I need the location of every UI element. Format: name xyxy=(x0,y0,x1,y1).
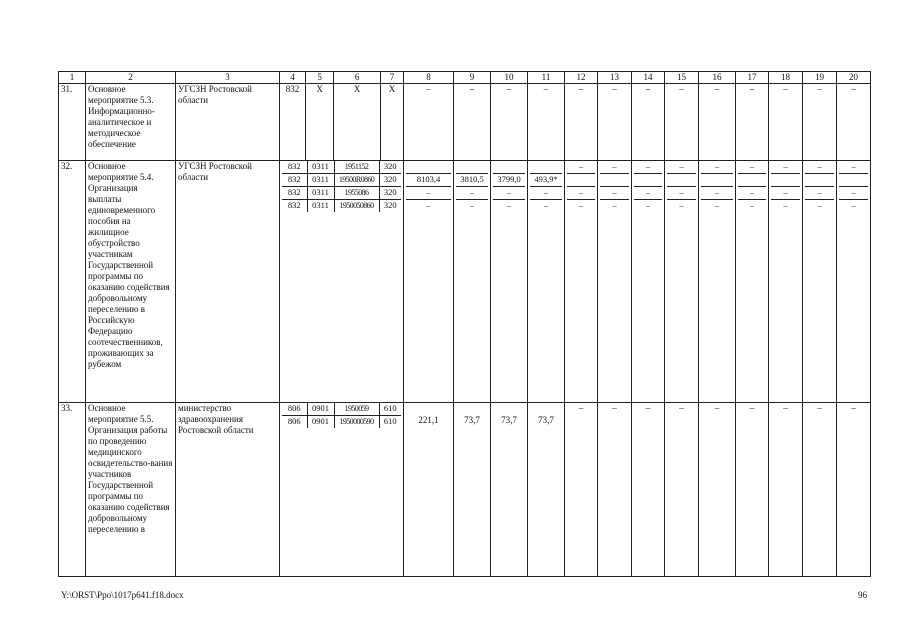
cell-dash: – xyxy=(738,161,766,174)
measure-name: Основное мероприятие 5.4. Организация выплаты единовременного пособия на жилищное обустройство участникам Государственной программы по оказанию содействия добровольному переселению в Российскую Федерацию соотечественников, проживающих за рубежом xyxy=(86,161,176,403)
col-header: 20 xyxy=(837,72,871,84)
col-header: 10 xyxy=(491,72,528,84)
cell-c9 xyxy=(454,403,491,577)
cell-dash: – xyxy=(567,161,595,174)
table-row xyxy=(59,403,871,577)
measure-name: Основное мероприятие 5.5. Организация работы по проведению медицинского освидетельство-вания участников Государственной программы по оказанию содействия добровольному переселению в xyxy=(86,403,176,577)
col-header: 3 xyxy=(176,72,280,84)
col15-cells xyxy=(665,161,699,403)
cell-dash: – xyxy=(598,403,632,577)
cell-dash: – xyxy=(749,200,755,210)
cell-dash: – xyxy=(404,84,454,161)
cell-dash: – xyxy=(701,161,733,174)
cell-dash: – xyxy=(769,84,803,161)
cell-dash: – xyxy=(817,200,822,210)
table-row xyxy=(59,161,871,403)
cell-c8 xyxy=(404,403,454,577)
row-number: 33. xyxy=(59,403,86,577)
cell-dash: – xyxy=(565,84,598,161)
code-c5: 0901 xyxy=(307,416,334,429)
cell-dash: – xyxy=(426,200,431,210)
cell-dash: – xyxy=(803,403,837,577)
code-c7: 610 xyxy=(379,403,401,416)
code-c4: 832 xyxy=(282,161,307,174)
cell-dash: – xyxy=(679,200,684,210)
table-row xyxy=(59,84,871,161)
col-header: 8 xyxy=(404,72,454,84)
cell-c4: 832 xyxy=(280,84,306,161)
value-c9: 73,7 xyxy=(464,415,480,425)
cell-dash: – xyxy=(805,187,834,200)
row-number: 31. xyxy=(59,84,86,161)
cell-dash: – xyxy=(567,187,595,200)
cell-dash: – xyxy=(634,161,662,174)
cell-dash: – xyxy=(565,403,598,577)
cell-dash: – xyxy=(600,161,629,174)
program-table xyxy=(58,71,871,577)
col-header: 7 xyxy=(381,72,404,84)
cell-dash: – xyxy=(665,84,699,161)
cell-dash: – xyxy=(701,187,733,200)
cell-dash: – xyxy=(454,84,491,161)
code-c6: 1950050860 xyxy=(334,200,379,213)
value-c11: 73,7 xyxy=(538,415,554,425)
row-number: 32. xyxy=(59,161,86,403)
cell-dash: – xyxy=(851,200,856,210)
cell-dash: – xyxy=(699,403,736,577)
value-c11: 493,9* xyxy=(530,174,562,187)
col-header: 1 xyxy=(59,72,86,84)
budget-codes xyxy=(280,161,404,403)
code-c5: 0311 xyxy=(307,161,334,174)
cell-dash: – xyxy=(665,403,699,577)
cell-dash: – xyxy=(543,200,549,210)
value-c8: 221,1 xyxy=(418,415,439,425)
cell-dash: – xyxy=(736,84,769,161)
page-number: 96 xyxy=(858,590,867,600)
code-c4: 806 xyxy=(287,416,301,426)
cell-dash: – xyxy=(469,200,475,210)
measure-name: Основное мероприятие 5.3. Информационно-аналитическое и методическое обеспечение xyxy=(86,84,176,161)
code-c5: 0311 xyxy=(307,200,334,213)
col-header: 11 xyxy=(528,72,565,84)
cell-dash: – xyxy=(578,200,584,210)
executor: УГСЗН Ростовской области xyxy=(176,161,280,403)
col13-cells xyxy=(598,161,632,403)
executor: УГСЗН Ростовской области xyxy=(176,84,280,161)
code-c7: 320 xyxy=(379,161,401,174)
cell-dash: – xyxy=(493,187,525,200)
col9-cells xyxy=(454,161,491,403)
value-c10: 73,7 xyxy=(501,415,517,425)
col-header: 6 xyxy=(334,72,381,84)
code-c7: 320 xyxy=(379,200,401,213)
cell-c6: Х xyxy=(334,84,381,161)
col17-cells xyxy=(736,161,769,403)
cell-dash: – xyxy=(839,187,868,200)
cell-dash: – xyxy=(714,200,720,210)
cell-dash: – xyxy=(600,187,629,200)
col-header: 2 xyxy=(86,72,176,84)
code-c4: 832 xyxy=(282,187,307,200)
code-c5: 0311 xyxy=(307,174,334,187)
col-header: 17 xyxy=(736,72,769,84)
cell-dash: – xyxy=(839,161,868,174)
col14-cells xyxy=(632,161,665,403)
code-c7: 610 xyxy=(379,416,401,429)
col-header: 9 xyxy=(454,72,491,84)
cell-dash: – xyxy=(699,84,736,161)
cell-dash: – xyxy=(771,187,800,200)
col-header: 5 xyxy=(306,72,334,84)
cell-dash: – xyxy=(667,187,696,200)
header-row xyxy=(59,72,871,84)
cell-dash: – xyxy=(738,187,766,200)
col-header: 4 xyxy=(280,72,306,84)
code-c5: 0311 xyxy=(307,187,334,200)
file-path: Y:\ORST\Ppo\1017p641.f18.docx xyxy=(61,590,184,600)
cell-dash: – xyxy=(805,161,834,174)
code-c6: 1950000590 xyxy=(334,416,379,429)
cell-dash: – xyxy=(456,187,488,200)
value-c10: 3799,0 xyxy=(493,174,525,187)
code-c7: 320 xyxy=(379,174,401,187)
code-c4: 832 xyxy=(282,174,307,187)
cell-dash: – xyxy=(406,187,451,200)
code-c6: 1951152 xyxy=(334,161,379,174)
cell-c7: Х xyxy=(381,84,404,161)
col-header: 18 xyxy=(769,72,803,84)
code-c6: 19500R0860 xyxy=(334,174,379,187)
cell-dash: – xyxy=(667,161,696,174)
cell-dash: – xyxy=(598,84,632,161)
code-c6: 1955086 xyxy=(334,187,379,200)
col-header: 19 xyxy=(803,72,837,84)
executor: министерство здравоохранения Ростовской области xyxy=(176,403,280,577)
cell-dash: – xyxy=(632,403,665,577)
cell-dash: – xyxy=(771,161,800,174)
value-c9: 3810,5 xyxy=(456,174,488,187)
code-c4: 832 xyxy=(287,200,301,210)
cell-dash: – xyxy=(530,187,562,200)
cell-dash: – xyxy=(837,403,871,577)
col-header: 15 xyxy=(665,72,699,84)
col19-cells xyxy=(803,161,837,403)
code-c7: 320 xyxy=(379,187,401,200)
cell-dash: – xyxy=(491,84,528,161)
col20-cells xyxy=(837,161,871,403)
col18-cells xyxy=(769,161,803,403)
cell-c10 xyxy=(491,403,528,577)
col-header: 13 xyxy=(598,72,632,84)
code-c5: 0901 xyxy=(307,403,334,416)
col16-cells xyxy=(699,161,736,403)
cell-dash: – xyxy=(528,84,565,161)
cell-dash: – xyxy=(632,84,665,161)
col-header: 14 xyxy=(632,72,665,84)
code-c4: 806 xyxy=(282,403,307,416)
cell-dash: – xyxy=(506,200,512,210)
col-header: 16 xyxy=(699,72,736,84)
col10-cells xyxy=(491,161,528,403)
code-c6: 1950059 xyxy=(334,403,379,416)
cell-dash: – xyxy=(837,84,871,161)
cell-dash: – xyxy=(612,200,617,210)
cell-c11 xyxy=(528,403,565,577)
value-c8: 8103,4 xyxy=(406,174,451,187)
cell-dash: – xyxy=(783,200,788,210)
col12-cells xyxy=(565,161,598,403)
cell-dash: – xyxy=(736,403,769,577)
col11-cells xyxy=(528,161,565,403)
col-header: 12 xyxy=(565,72,598,84)
cell-c5: Х xyxy=(306,84,334,161)
col8-cells xyxy=(404,161,454,403)
cell-dash: – xyxy=(803,84,837,161)
cell-dash: – xyxy=(645,200,651,210)
cell-dash: – xyxy=(769,403,803,577)
cell-dash: – xyxy=(634,187,662,200)
budget-codes xyxy=(280,403,404,577)
